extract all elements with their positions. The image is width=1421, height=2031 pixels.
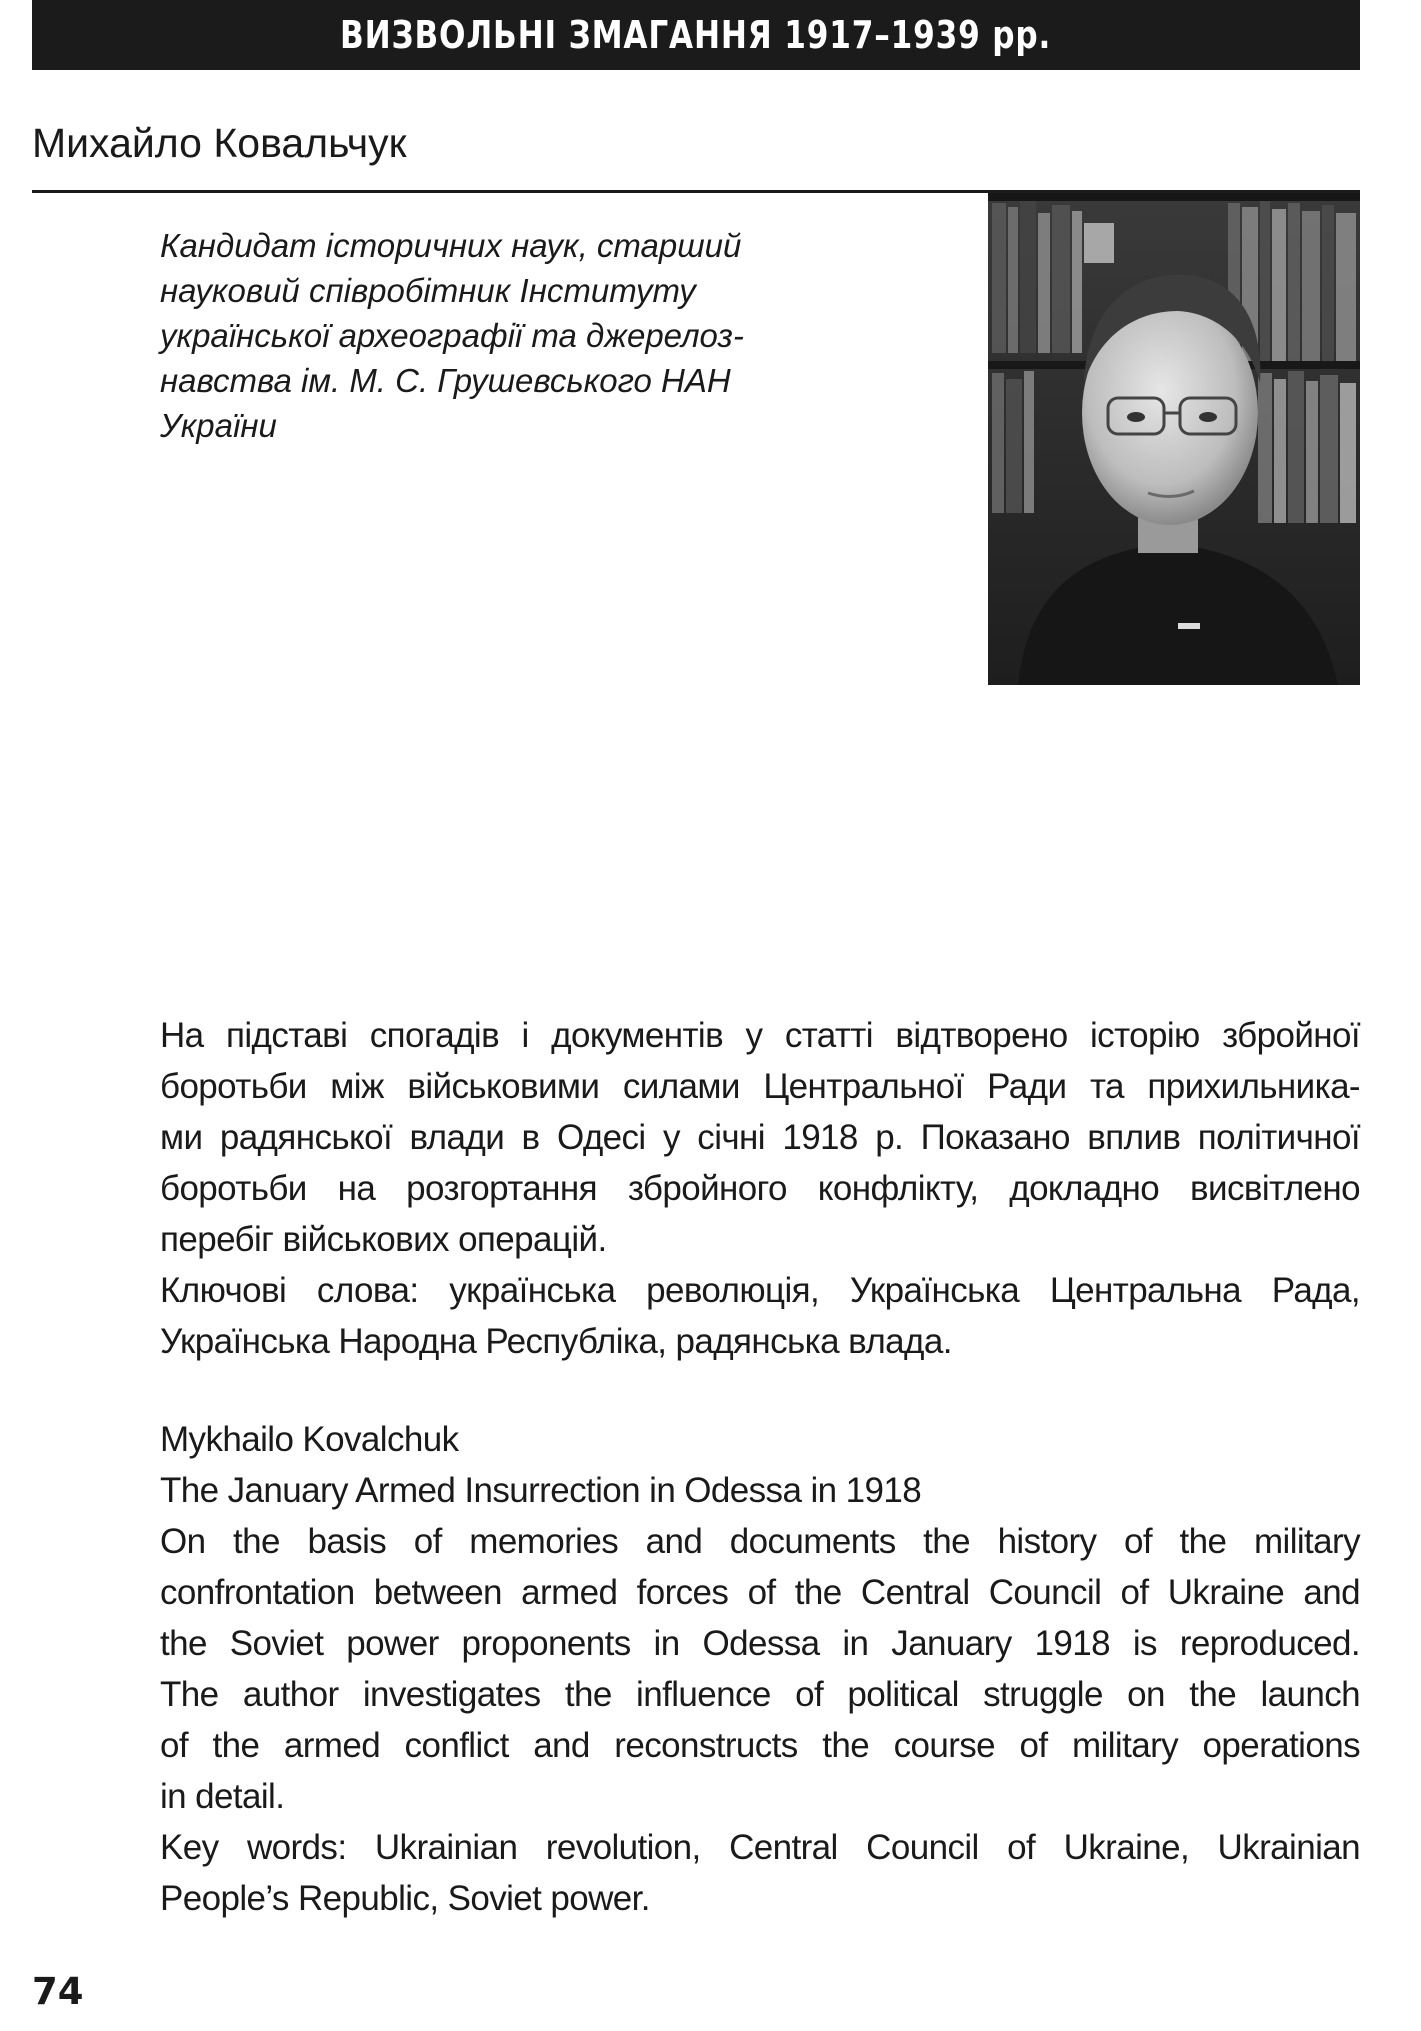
abstract-line: in detail.	[160, 1777, 285, 1816]
abstract-line: The author investigates the influence of political struggle on the launch	[160, 1675, 1360, 1714]
abstract-line: of the armed conflict and reconstructs the course of military operations	[160, 1726, 1360, 1765]
author-affiliation	[160, 223, 860, 448]
keywords-line: People’s Republic, Soviet power.	[160, 1879, 650, 1918]
abstract-line: confrontation between armed forces of the Central Council of Ukraine and	[160, 1573, 1360, 1612]
english-author: Mykhailo Kovalchuk	[160, 1420, 459, 1459]
abstract-line: боротьби на розгортання збройного конфлікту, докладно висвітлено	[160, 1169, 1360, 1208]
affiliation-line: української археографії та джерелоз-	[160, 317, 744, 354]
abstract-line: the Soviet power proponents in Odessa in January 1918 is reproduced.	[160, 1624, 1360, 1663]
author-portrait	[988, 193, 1360, 685]
keywords-line: Ключові слова: українська революція, Українська Центральна Рада,	[160, 1271, 1360, 1310]
abstract-line: ми радянської влади в Одесі у січні 1918 р. Показано вплив політичної	[160, 1118, 1360, 1157]
section-header-bar	[32, 0, 1360, 70]
affiliation-line: Кандидат історичних наук, старший	[160, 227, 742, 264]
affiliation-line: науковий співробітник Інституту	[160, 272, 696, 309]
abstract-line: боротьби між військовими силами Центральної Ради та прихильника-	[160, 1067, 1360, 1106]
abstract-english	[160, 1414, 1360, 1924]
english-title: The January Armed Insurrection in Odessa in 1918	[160, 1471, 922, 1510]
affiliation-line: України	[160, 407, 277, 444]
page-number: 74	[32, 1970, 84, 2013]
abstract-line: On the basis of memories and documents the history of the military	[160, 1522, 1360, 1561]
abstract-line: На підставі спогадів і документів у статті відтворено історію збройної	[160, 1016, 1360, 1055]
keywords-line: Key words: Ukrainian revolution, Central Council of Ukraine, Ukrainian	[160, 1828, 1360, 1867]
abstract-line: перебіг військових операцій.	[160, 1220, 607, 1259]
author-name: Михайло Ковальчук	[32, 120, 407, 166]
abstract-ukrainian	[160, 1010, 1360, 1367]
keywords-line: Українська Народна Республіка, радянська влада.	[160, 1322, 952, 1361]
affiliation-line: навства ім. М. С. Грушевського НАН	[160, 362, 731, 399]
section-title: ВИЗВОЛЬНІ ЗМАГАННЯ 1917–1939 рр.	[340, 13, 1052, 57]
